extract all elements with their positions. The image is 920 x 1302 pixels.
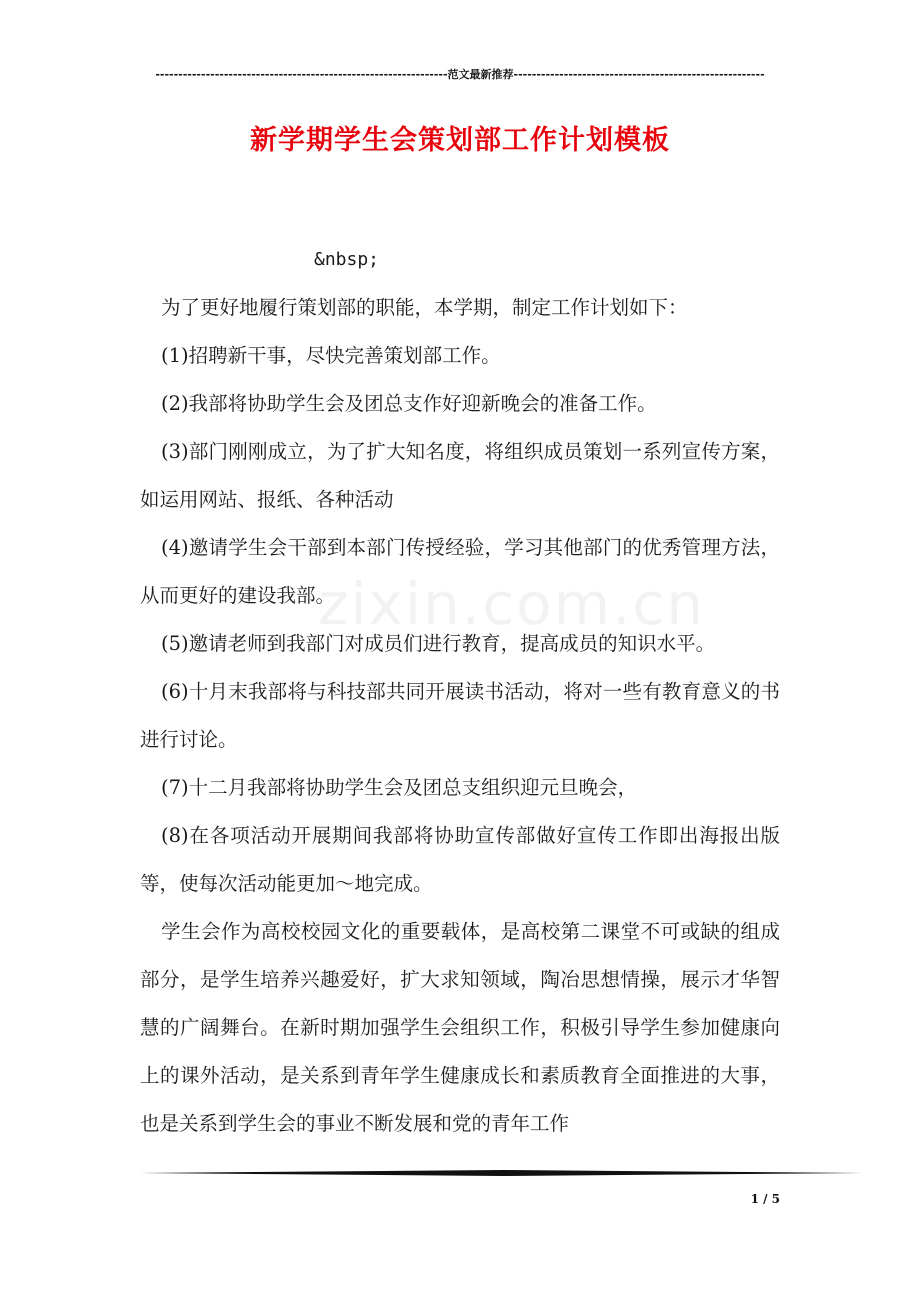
body-paragraph-nbsp: &nbsp; [314,249,380,270]
document-body [140,236,780,1148]
body-paragraph-item-1: (1)招聘新干事，尽快完善策划部工作。 [161,344,501,367]
body-paragraph-item-6: (6)十月末我部将与科技部共同开展读书活动，将对一些有教育意义的书进行讨论。 [140,680,780,751]
body-paragraph-item-4: (4)邀请学生会干部到本部门传授经验，学习其他部门的优秀管理方法，从而更好的建设我部。 [140,536,780,607]
watermark-text: zixin.com.cn [318,570,706,638]
body-paragraph-item-8: (8)在各项活动开展期间我部将协助宣传部做好宣传工作即出海报出版等，使每次活动能更加～地完成。 [140,824,780,895]
body-paragraph-item-2: (2)我部将协助学生会及团总支作好迎新晚会的准备工作。 [161,392,657,415]
body-paragraph-closing: 学生会作为高校校园文化的重要载体，是高校第二课堂不可或缺的组成部分，是学生培养兴趣爱好，扩大求知领域，陶冶思想情操，展示才华智慧的广阔舞台。在新时期加强学生会组织工作，积极引导学生参加健康向上的课外活动，是关系到青年学生健康成长和素质教育全面推进的大事，也是关系到学生会的事业不断发展和党的青年工作 [140,920,780,1135]
page-number: 1 / 5 [750,1192,780,1206]
body-paragraph-item-5: (5)邀请老师到我部门对成员们进行教育，提高成员的知识水平。 [161,632,716,655]
footer-divider [140,1170,864,1176]
body-paragraph-item-7: (7)十二月我部将协助学生会及团总支组织迎元旦晚会， [161,776,638,799]
document-title: 新学期学生会策划部工作计划模板 [250,125,670,156]
body-paragraph-intro: 为了更好地履行策划部的职能，本学期，制定工作计划如下： [161,296,688,319]
body-paragraph-item-3: (3)部门刚刚成立，为了扩大知名度，将组织成员策划一系列宣传方案，如运用网站、报纸、各种活动 [140,440,780,511]
header-banner: ----------------------------------------------------------------范文最新推荐------------------------------------------------------- [155,68,765,81]
